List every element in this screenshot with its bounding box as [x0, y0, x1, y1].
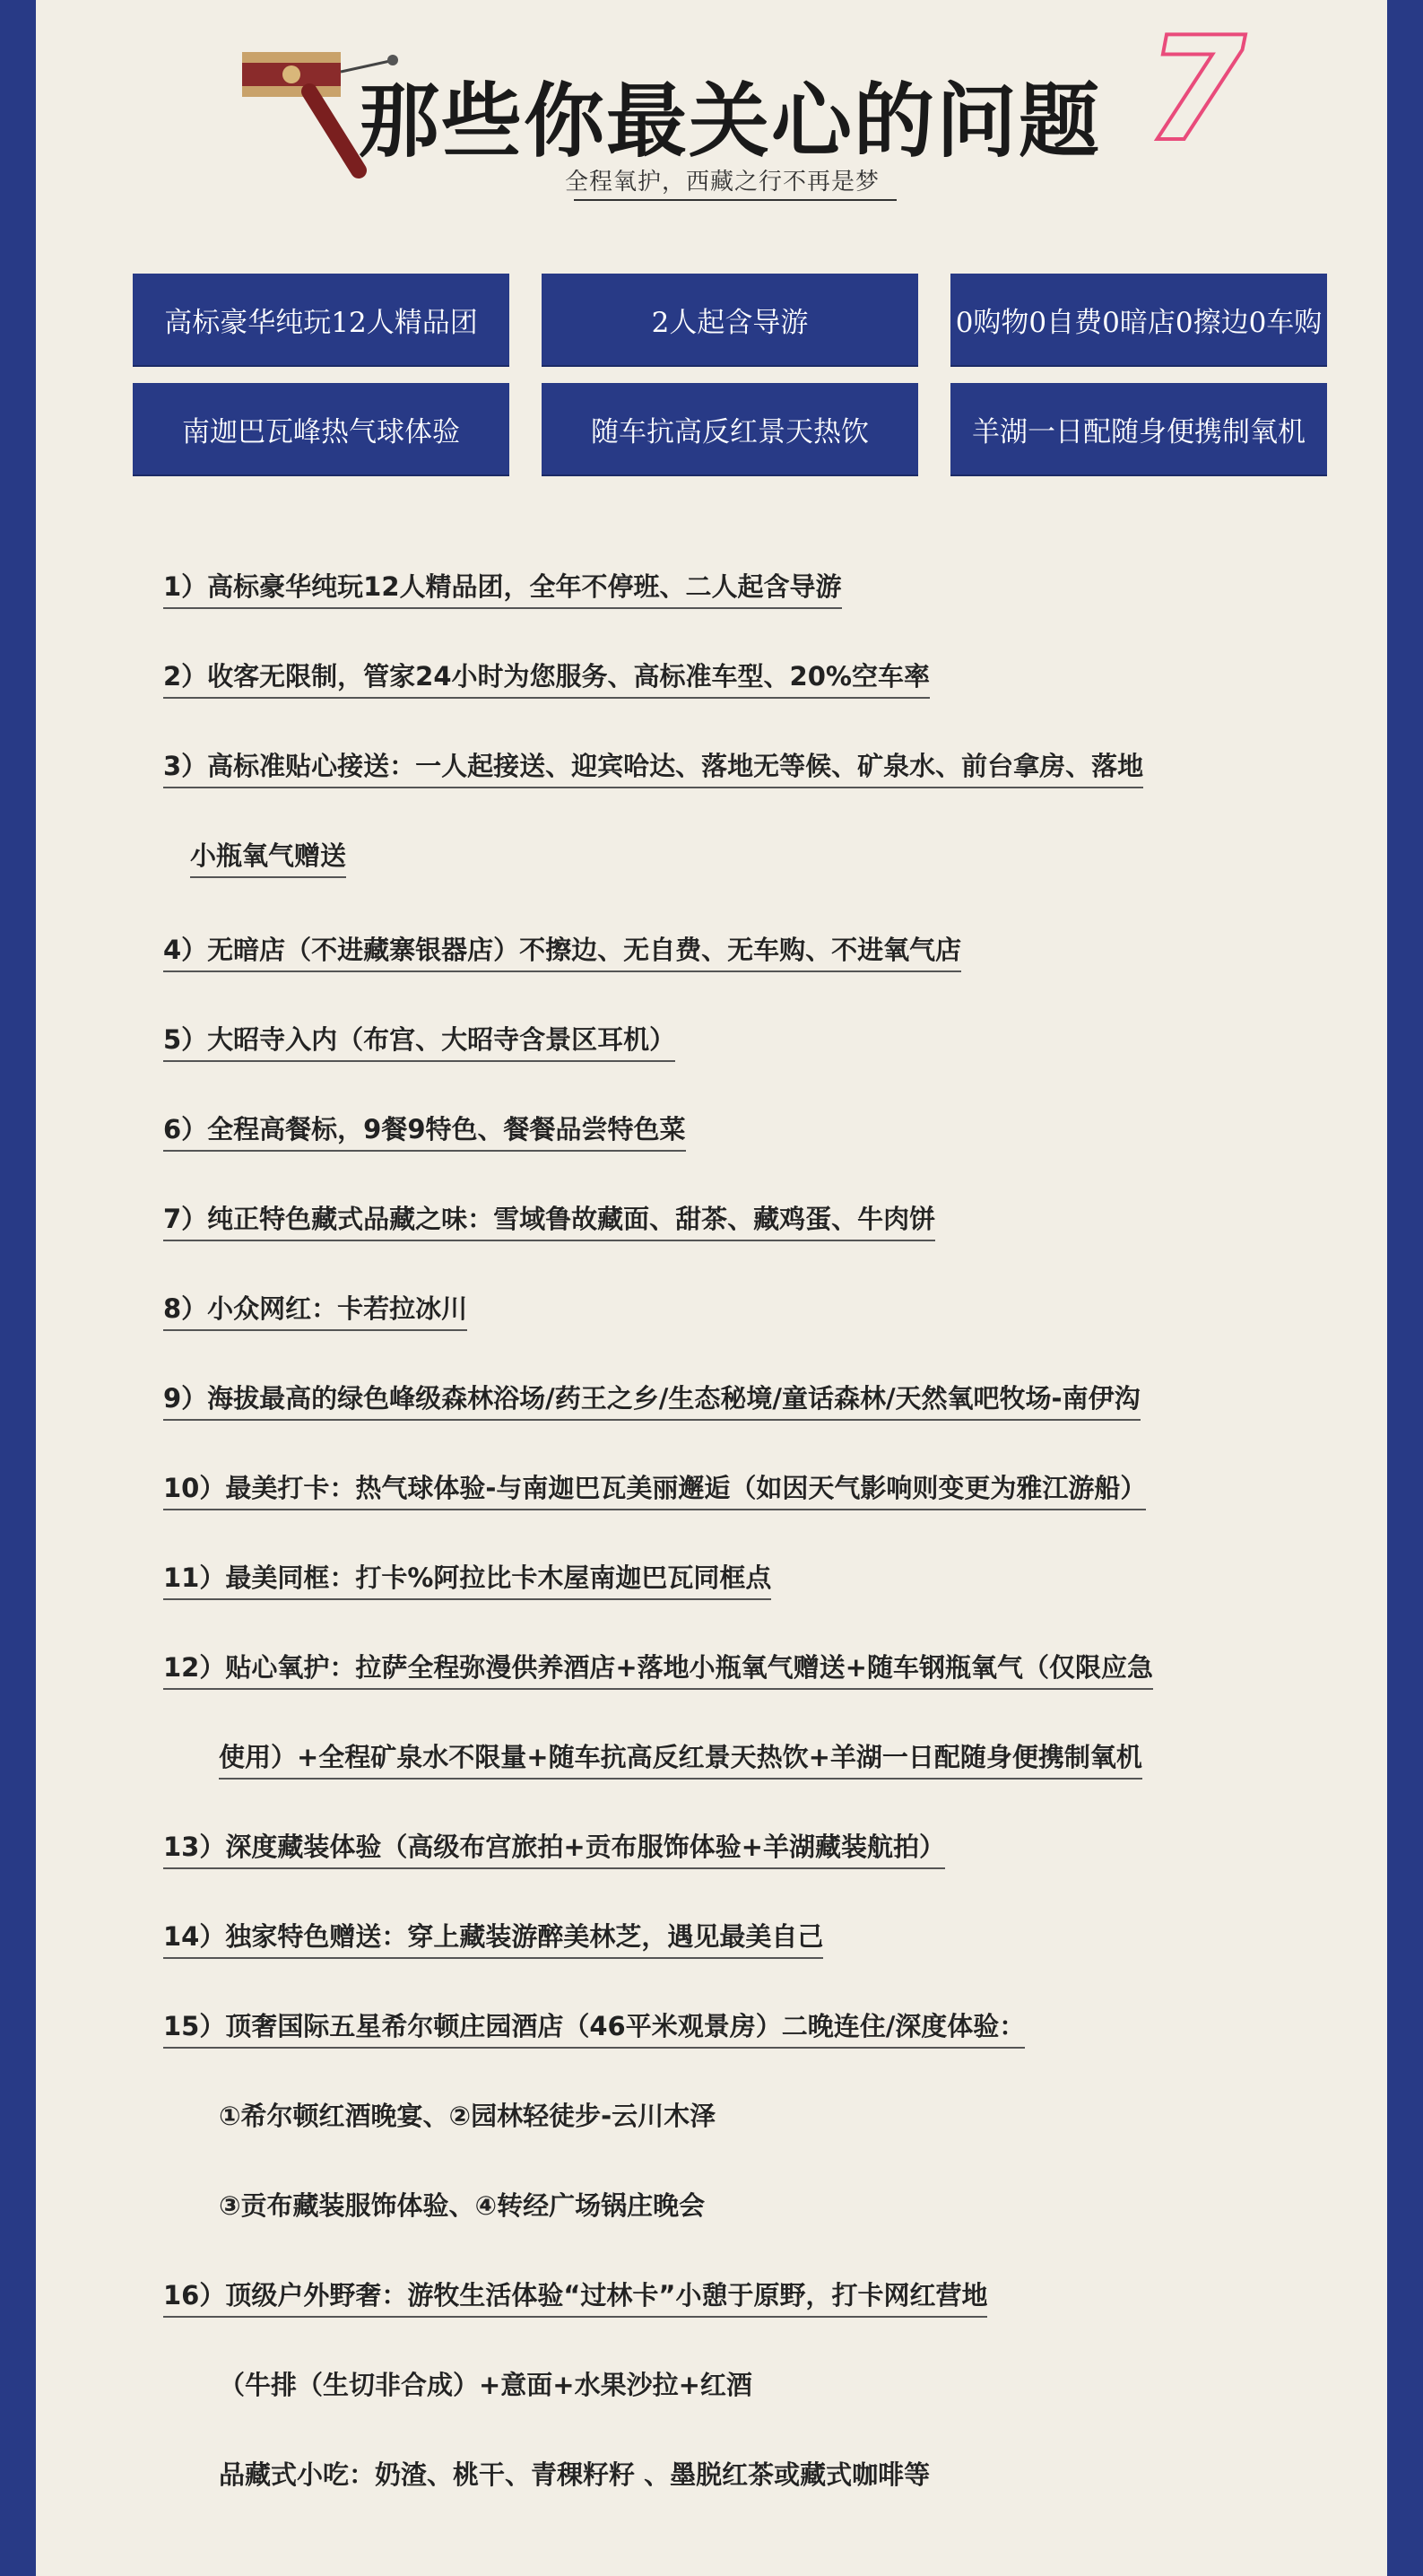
feature-tag: 南迦巴瓦峰热气球体验 — [133, 383, 509, 474]
subtitle: 全程氧护，西藏之行不再是梦 — [565, 169, 881, 196]
list-item: 5）大昭寺入内（布宫、大昭寺含景区耳机） — [163, 1020, 675, 1057]
feature-tag: 2人起含导游 — [542, 274, 918, 365]
list-item: 7）纯正特色藏式品藏之味：雪域鲁故藏面、甜茶、藏鸡蛋、牛肉饼 — [163, 1199, 935, 1236]
page — [36, 0, 1387, 2576]
list-item: 1）高标豪华纯玩12人精品团，全年不停班、二人起含导游 — [163, 567, 842, 604]
list-item: 9）海拔最高的绿色峰级森林浴场/药王之乡/生态秘境/童话森林/天然氧吧牧场-南伊沟 — [163, 1379, 1141, 1415]
list-sub-item: ③贡布藏装服饰体验、④转经广场锅庄晚会 — [219, 2190, 706, 2221]
list-item: 3）高标准贴心接送：一人起接送、迎宾哈达、落地无等候、矿泉水、前台拿房、落地 — [163, 746, 1143, 783]
list-sub-item: ①希尔顿红酒晚宴、②园林轻徒步-云川木泽 — [219, 2101, 716, 2131]
list-sub-item: （牛排（生切非合成）+意面+水果沙拉+红酒 — [219, 2370, 752, 2400]
list-item: 14）独家特色赠送：穿上藏装游醉美林芝，遇见最美自己 — [163, 1917, 823, 1954]
subtitle-underline — [574, 199, 897, 201]
list-item: 16）顶级户外野奢：游牧生活体验“过林卡”小憩于原野，打卡网红营地 — [163, 2276, 987, 2312]
chapter-number: 7 — [1146, 5, 1246, 173]
list-item: 15）顶奢国际五星希尔顿庄园酒店（46平米观景房）二晚连住/深度体验： — [163, 2006, 1025, 2043]
list-item: 2）收客无限制，管家24小时为您服务、高标准车型、20%空车率 — [163, 657, 930, 693]
feature-tag: 羊湖一日配随身便携制氧机 — [950, 383, 1327, 474]
list-item: 10）最美打卡：热气球体验-与南迦巴瓦美丽邂逅（如因天气影响则变更为雅江游船） — [163, 1468, 1146, 1505]
list-item-continuation: 使用）+全程矿泉水不限量+随车抗高反红景天热饮+羊湖一日配随身便携制氧机 — [219, 1737, 1142, 1774]
list-item-continuation: 小瓶氧气赠送 — [190, 836, 346, 873]
feature-tag: 随车抗高反红景天热饮 — [542, 383, 918, 474]
list-item: 4）无暗店（不进藏寨银器店）不擦边、无自费、无车购、不进氧气店 — [163, 930, 961, 967]
left-border — [0, 0, 36, 2576]
page-title: 那些你最关心的问题 — [359, 74, 1101, 169]
feature-tag: 0购物0自费0暗店0擦边0车购 — [950, 274, 1327, 365]
list-item: 12）贴心氧护：拉萨全程弥漫供养酒店+落地小瓶氧气赠送+随车钢瓶氧气（仅限应急 — [163, 1648, 1153, 1684]
list-sub-item: 品藏式小吃：奶渣、桃干、青稞籽籽 、墨脱红茶或藏式咖啡等 — [219, 2459, 931, 2490]
list-item: 13）深度藏装体验（高级布宫旅拍+贡布服饰体验+羊湖藏装航拍） — [163, 1827, 945, 1864]
right-border — [1387, 0, 1423, 2576]
list-item: 8）小众网红：卡若拉冰川 — [163, 1289, 467, 1326]
list-item: 11）最美同框：打卡%阿拉比卡木屋南迦巴瓦同框点 — [163, 1558, 771, 1595]
feature-tags — [133, 274, 1327, 474]
feature-tag: 高标豪华纯玩12人精品团 — [133, 274, 509, 365]
list-item: 6）全程高餐标，9餐9特色、餐餐品尝特色菜 — [163, 1110, 686, 1146]
